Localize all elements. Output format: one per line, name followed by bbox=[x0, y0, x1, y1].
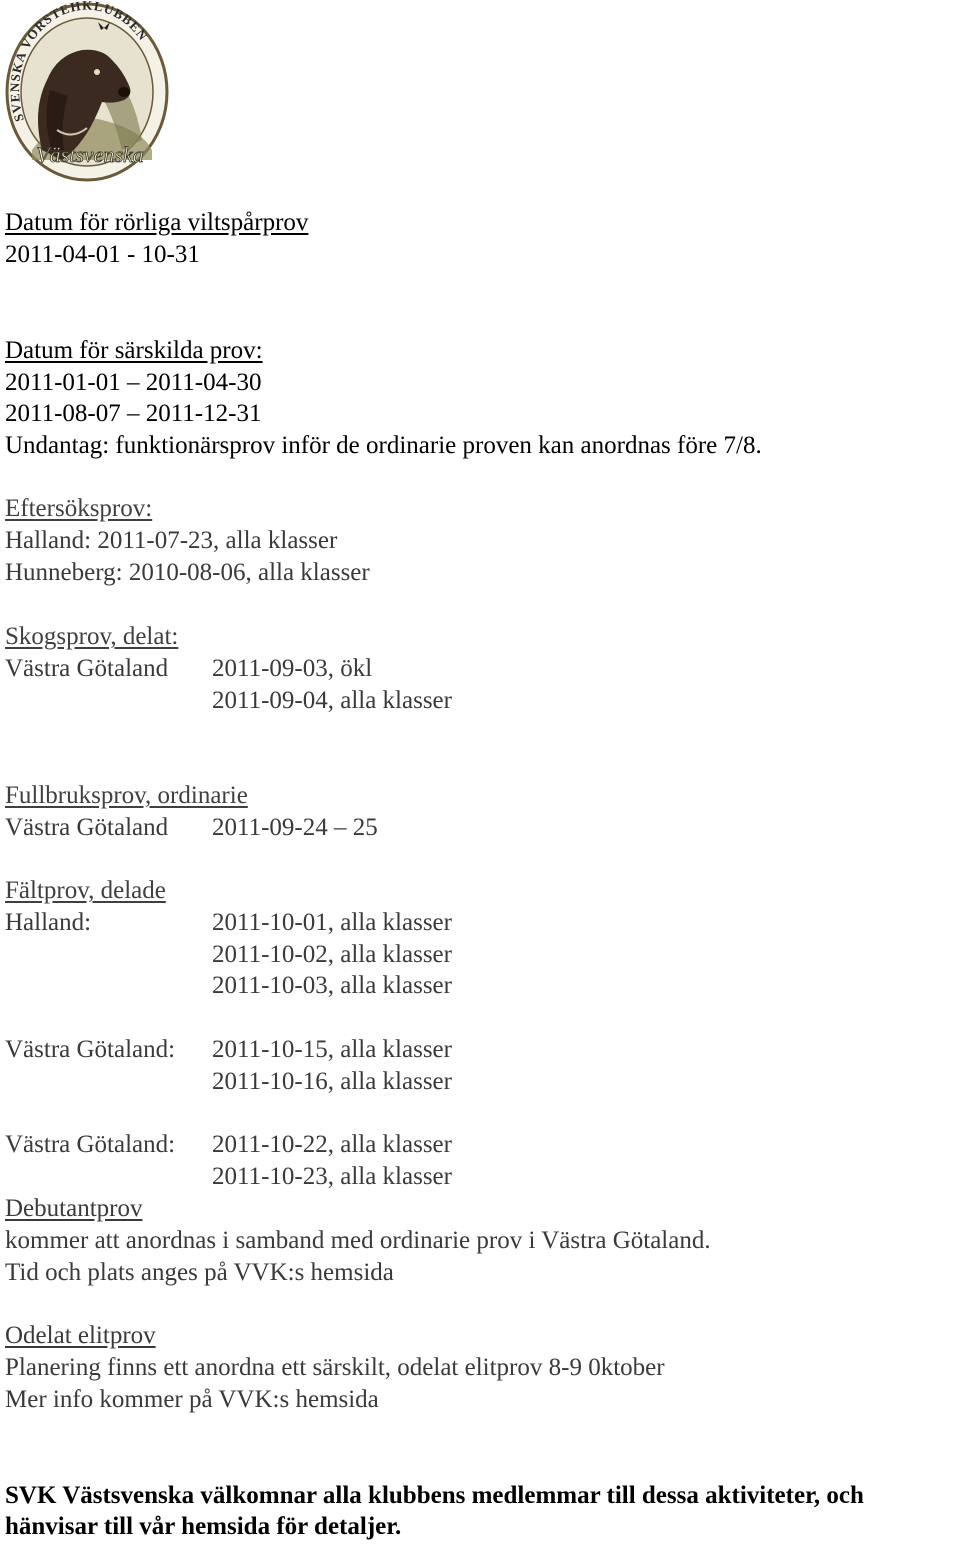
faltprov-vg2-label: Västra Götaland: bbox=[5, 1131, 176, 1158]
faltprov-halland-date: 2011-10-02, alla klasser bbox=[212, 941, 452, 968]
viltsparprov-heading: Datum för rörliga viltspårprov bbox=[5, 209, 309, 236]
faltprov-halland-date: 2011-10-01, alla klasser bbox=[212, 909, 452, 936]
faltprov-vg2-date: 2011-10-22, alla klasser bbox=[212, 1131, 452, 1158]
faltprov-heading: Fältprov, delade bbox=[5, 877, 166, 904]
sarskilda-line1: 2011-01-01 – 2011-04-30 bbox=[5, 369, 262, 396]
eftersok-line1: Halland: 2011-07-23, alla klasser bbox=[5, 527, 338, 554]
fullbruk-region: Västra Götaland bbox=[5, 814, 169, 841]
faltprov-vg2-date: 2011-10-23, alla klasser bbox=[212, 1163, 452, 1190]
debutant-line1: kommer att anordnas i samband med ordinarie prov i Västra Götaland. bbox=[5, 1227, 711, 1254]
faltprov-vg1-date: 2011-10-16, alla klasser bbox=[212, 1068, 452, 1095]
skogsprov-date2: 2011-09-04, alla klasser bbox=[212, 687, 452, 714]
footer-line1: SVK Västsvenska välkomnar alla klubbens medlemmar till dessa aktiviteter, och bbox=[5, 1482, 864, 1509]
elitprov-heading: Odelat elitprov bbox=[5, 1322, 156, 1349]
sarskilda-line2: 2011-08-07 – 2011-12-31 bbox=[5, 400, 262, 427]
debutant-heading: Debutantprov bbox=[5, 1195, 143, 1222]
footer-line2: hänvisar till vår hemsida för detaljer. bbox=[5, 1513, 402, 1540]
eftersok-heading: Eftersöksprov: bbox=[5, 495, 153, 522]
fullbruk-heading: Fullbruksprov, ordinarie bbox=[5, 782, 248, 809]
fullbruk-dates: 2011-09-24 – 25 bbox=[212, 814, 378, 841]
faltprov-halland-label: Halland: bbox=[5, 909, 92, 936]
logo-ring-text: SVENSKA VORSTEHKLUBBEN bbox=[6, 0, 152, 124]
elitprov-line1: Planering finns ett anordna ett särskilt, odelat elitprov 8-9 0ktober bbox=[5, 1354, 665, 1381]
faltprov-vg1-date: 2011-10-15, alla klasser bbox=[212, 1036, 452, 1063]
viltsparprov-dates: 2011-04-01 - 10-31 bbox=[5, 241, 200, 268]
skogsprov-date1: 2011-09-03, ökl bbox=[212, 655, 373, 682]
faltprov-vg1-label: Västra Götaland: bbox=[5, 1036, 176, 1063]
skogsprov-region: Västra Götaland bbox=[5, 655, 169, 682]
logo-script-text: Västsvenska bbox=[36, 142, 144, 167]
elitprov-line2: Mer info kommer på VVK:s hemsida bbox=[5, 1386, 379, 1413]
skogsprov-heading: Skogsprov, delat: bbox=[5, 623, 179, 650]
sarskilda-heading: Datum för särskilda prov: bbox=[5, 337, 263, 364]
club-logo bbox=[2, 0, 170, 182]
sarskilda-note: Undantag: funktionärsprov inför de ordinarie proven kan anordnas före 7/8. bbox=[5, 432, 762, 459]
faltprov-halland-date: 2011-10-03, alla klasser bbox=[212, 972, 452, 999]
eftersok-line2: Hunneberg: 2010-08-06, alla klasser bbox=[5, 559, 370, 586]
debutant-line2: Tid och plats anges på VVK:s hemsida bbox=[5, 1259, 394, 1286]
